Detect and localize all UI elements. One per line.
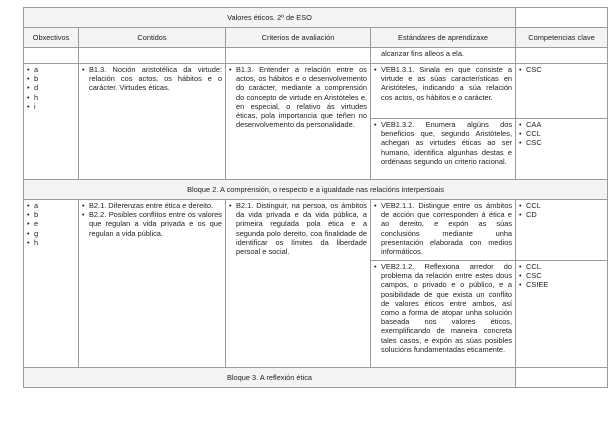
carryover-text: alcanzar fins alleos a ela. <box>381 49 464 58</box>
standard-item: • VEB2.1.1. Distingue entre os ámbitos de acción que corresponden á ética e ao dereito, e expón as súas conclusións mediante unha presentación elaborada con medios informáticos. <box>374 201 512 256</box>
block2-criteria <box>226 200 371 368</box>
standard-item: • VEB1.3.1. Sinala en que consiste a virtude e as súas características en Aristóteles, indicando a súa relación cos actos, os hábitos e o carácter. <box>374 65 512 102</box>
objective-item: • g <box>27 229 75 238</box>
block1-competences-1 <box>516 64 608 119</box>
objective-item: • b <box>27 210 75 219</box>
objective-item: • e <box>27 219 75 228</box>
competence-item: • CD <box>519 210 604 219</box>
block2-row-a <box>24 200 608 261</box>
competence-item: • CAA <box>519 120 604 129</box>
objective-item: • a <box>27 65 75 74</box>
header-standards: Estándares de aprendizaxe <box>371 28 516 48</box>
competence-item: • CCL <box>519 262 604 271</box>
header-contents: Contidos <box>79 28 226 48</box>
competence-item: • CCL <box>519 201 604 210</box>
block1-standard-2 <box>371 119 516 180</box>
content-item: • B1.3. Noción aristotélica da virtude: relación cos actos, os hábitos e o carácter. Virtudes éticas. <box>82 65 222 93</box>
block2-title: Bloque 2. A comprensión, o respecto e a igualdade nas relacións interpersoais <box>24 180 608 200</box>
objective-item: • b <box>27 74 75 83</box>
objective-item: • a <box>27 201 75 210</box>
block2-heading-row <box>24 180 608 200</box>
title-spacer <box>516 8 608 28</box>
block2-contents <box>79 200 226 368</box>
competence-item: • CCL <box>519 129 604 138</box>
criterion-item: • B1.3. Entender a relación entre os actos, os hábitos e o desenvolvemento do carácter, mediante a comprensión do concepto de virtude en Aristóteles e, en especial, o relativo ás virtudes éticas, pola importancia que teñen no desenvolvemento da personalidade. <box>229 65 367 129</box>
block2-standard-2 <box>371 261 516 368</box>
block3-heading-row <box>24 368 608 388</box>
standard-item: • VEB1.3.2. Enumera algúns dos beneficios que, segundo Aristóteles, achegan as virtudes éticas ao ser humano, identifica algunhas destas e ordénaas segundo un criterio racional. <box>374 120 512 166</box>
block1-contents <box>79 64 226 180</box>
content-item: • B2.1. Diferenzas entre ética e dereito. <box>82 201 222 210</box>
objective-item: • d <box>27 83 75 92</box>
header-objectives: Obxectivos <box>24 28 79 48</box>
content-item: • B2.2. Posibles conflitos entre os valores que regulan a vida privada e os que regulan a vida pública. <box>82 210 222 238</box>
objective-item: • h <box>27 238 75 247</box>
block2-competences-2 <box>516 261 608 368</box>
block3-title: Bloque 3. A reflexión ética <box>24 368 516 388</box>
curriculum-table <box>23 7 608 388</box>
block1-competences-2 <box>516 119 608 180</box>
block2-competences-1 <box>516 200 608 261</box>
header-criteria: Criterios de avaliación <box>226 28 371 48</box>
objective-item: • i <box>27 102 75 111</box>
criterion-item: • B2.1. Distinguir, na persoa, os ámbitos da vida privada e da vida pública, a primeira regulada pola ética e a segunda polo dereito, coa finalidade de identificar os límites da liberdade persoal e social. <box>229 201 367 256</box>
block1-criteria <box>226 64 371 180</box>
standard-item: • VEB2.1.2. Reflexiona arredor do problema da relación entre estes dous campos, o privado e o público, e a posibilidade de que exista un conflito de valores éticos entre ambos, así como a forma de atopar unha solución baseada nos valores éticos, exemplificando de maneira concreta tales casos, e expón as súas posibles solucións fundamentadas eticamente. <box>374 262 512 354</box>
block1-standard-1 <box>371 64 516 119</box>
block2-objectives <box>24 200 79 368</box>
header-row <box>24 28 608 48</box>
competence-item: • CSC <box>519 138 604 147</box>
competence-item: • CSIEE <box>519 280 604 289</box>
competence-item: • CSC <box>519 271 604 280</box>
objective-item: • h <box>27 93 75 102</box>
block2-standard-1 <box>371 200 516 261</box>
competence-item: • CSC <box>519 65 604 74</box>
carryover-standard <box>371 48 516 64</box>
block1-row-a <box>24 64 608 119</box>
title-row <box>24 8 608 28</box>
header-competences: Competencias clave <box>516 28 608 48</box>
carryover-row <box>24 48 608 64</box>
block1-objectives <box>24 64 79 180</box>
table-title: Valores éticos. 2º de ESO <box>24 8 516 28</box>
